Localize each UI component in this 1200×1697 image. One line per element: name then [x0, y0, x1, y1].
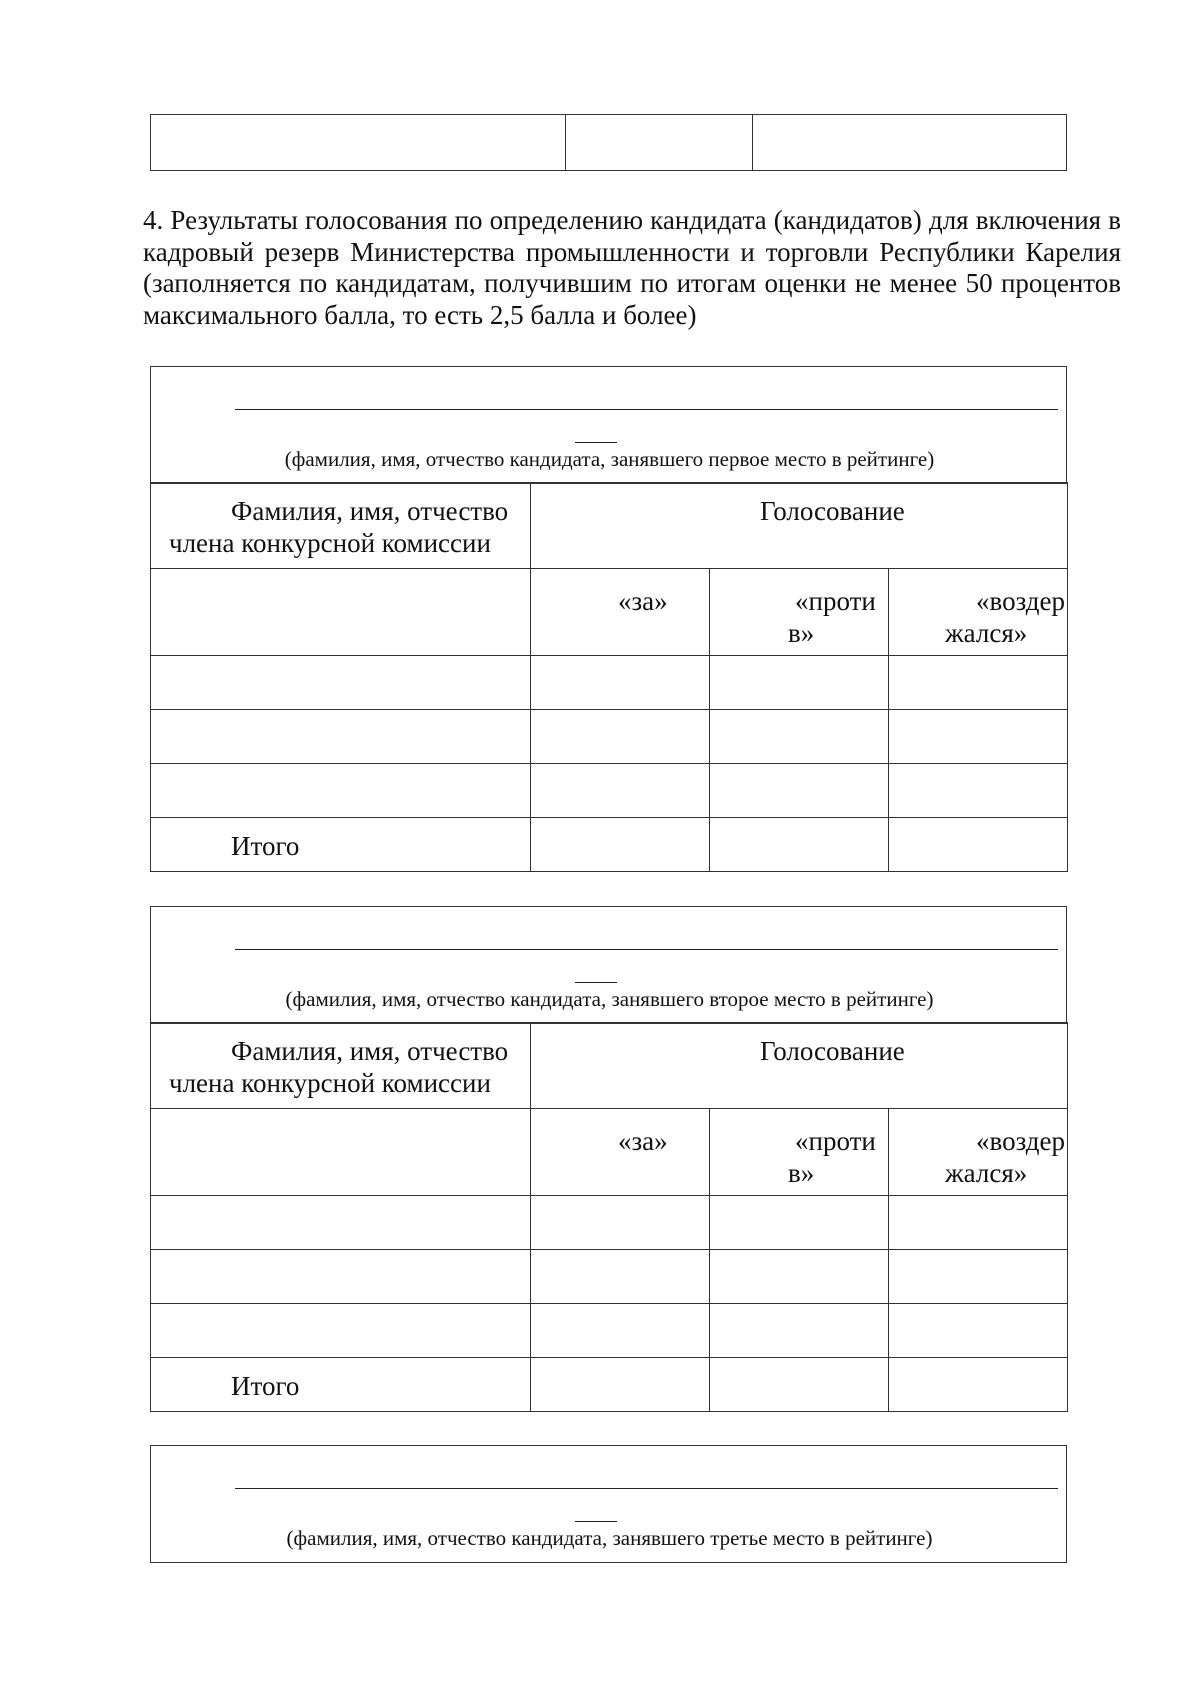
- candidate-2-voting-table: [150, 1022, 1068, 1412]
- vote-abstain-label-1: «воздер: [976, 586, 1065, 616]
- candidate-2-short-line: [575, 982, 617, 983]
- candidate-1-header-box: [150, 366, 1067, 484]
- total-label: Итого: [231, 831, 300, 861]
- total-label: Итого: [231, 1371, 300, 1401]
- table-row: [151, 764, 1068, 818]
- top-cell-3: [753, 115, 1067, 171]
- member-name-header: [151, 1023, 531, 1109]
- table-row: [151, 1250, 1068, 1304]
- candidate-2-caption: (фамилия, имя, отчество кандидата, занявшего второе место в рейтинге): [285, 987, 934, 1011]
- vote-against-label-2: в»: [788, 618, 815, 648]
- candidate-3-name-line: [235, 1488, 1058, 1489]
- vote-against-label-1: «проти: [795, 586, 876, 616]
- voting-header-label: Голосование: [760, 1036, 905, 1066]
- candidate-3-header-box: [150, 1445, 1067, 1563]
- candidate-3-caption: (фамилия, имя, отчество кандидата, занявшего третье место в рейтинге): [286, 1526, 933, 1550]
- table-row: [151, 656, 1068, 710]
- top-remnant-table: [150, 114, 1067, 171]
- vote-for-header: [531, 569, 710, 656]
- vote-for-header: [531, 1109, 710, 1196]
- voting-header-label: Голосование: [760, 496, 905, 526]
- candidate-1-voting-table: [150, 482, 1068, 872]
- vote-for-label: «за»: [618, 586, 668, 616]
- candidate-3-short-line: [575, 1521, 617, 1522]
- voting-header: [531, 1023, 1068, 1109]
- top-cell-2: [566, 115, 753, 171]
- vote-abstain-label-2: жался»: [945, 1158, 1028, 1188]
- member-header-line-1: Фамилия, имя, отчество: [231, 1036, 509, 1066]
- member-header-line-2: члена конкурсной комиссии: [169, 528, 491, 558]
- total-row: [151, 1358, 1068, 1412]
- candidate-1-short-line: [575, 442, 617, 443]
- candidate-1-name-line: [235, 409, 1058, 410]
- voting-header: [531, 483, 1068, 569]
- table-row: [151, 710, 1068, 764]
- section-4-paragraph: 4. Результаты голосования по определению кандидата (кандидатов) для включения в кадровый резерв Министерства промышленности и торговли Республики Карелия (заполняется по кандидатам, получившим по итогам оценки не менее 50 процентов максимального балла, то есть 2,5 балла и более): [143, 205, 1121, 330]
- table-row: [151, 1304, 1068, 1358]
- vote-against-header: [710, 1109, 889, 1196]
- top-cell-1: [151, 115, 566, 171]
- total-row: [151, 818, 1068, 872]
- vote-against-label-2: в»: [788, 1158, 815, 1188]
- candidate-2-header-box: [150, 906, 1067, 1024]
- vote-abstain-label-1: «воздер: [976, 1126, 1065, 1156]
- member-header-line-2: члена конкурсной комиссии: [169, 1068, 491, 1098]
- member-header-line-1: Фамилия, имя, отчество: [231, 496, 509, 526]
- vote-against-header: [710, 569, 889, 656]
- vote-abstain-header: [889, 569, 1068, 656]
- vote-against-label-1: «проти: [795, 1126, 876, 1156]
- vote-for-label: «за»: [618, 1126, 668, 1156]
- member-name-header: [151, 483, 531, 569]
- vote-abstain-header: [889, 1109, 1068, 1196]
- candidate-2-name-line: [235, 949, 1058, 950]
- candidate-1-caption: (фамилия, имя, отчество кандидата, занявшего первое место в рейтинге): [284, 447, 935, 471]
- vote-abstain-label-2: жался»: [945, 618, 1028, 648]
- table-row: [151, 1196, 1068, 1250]
